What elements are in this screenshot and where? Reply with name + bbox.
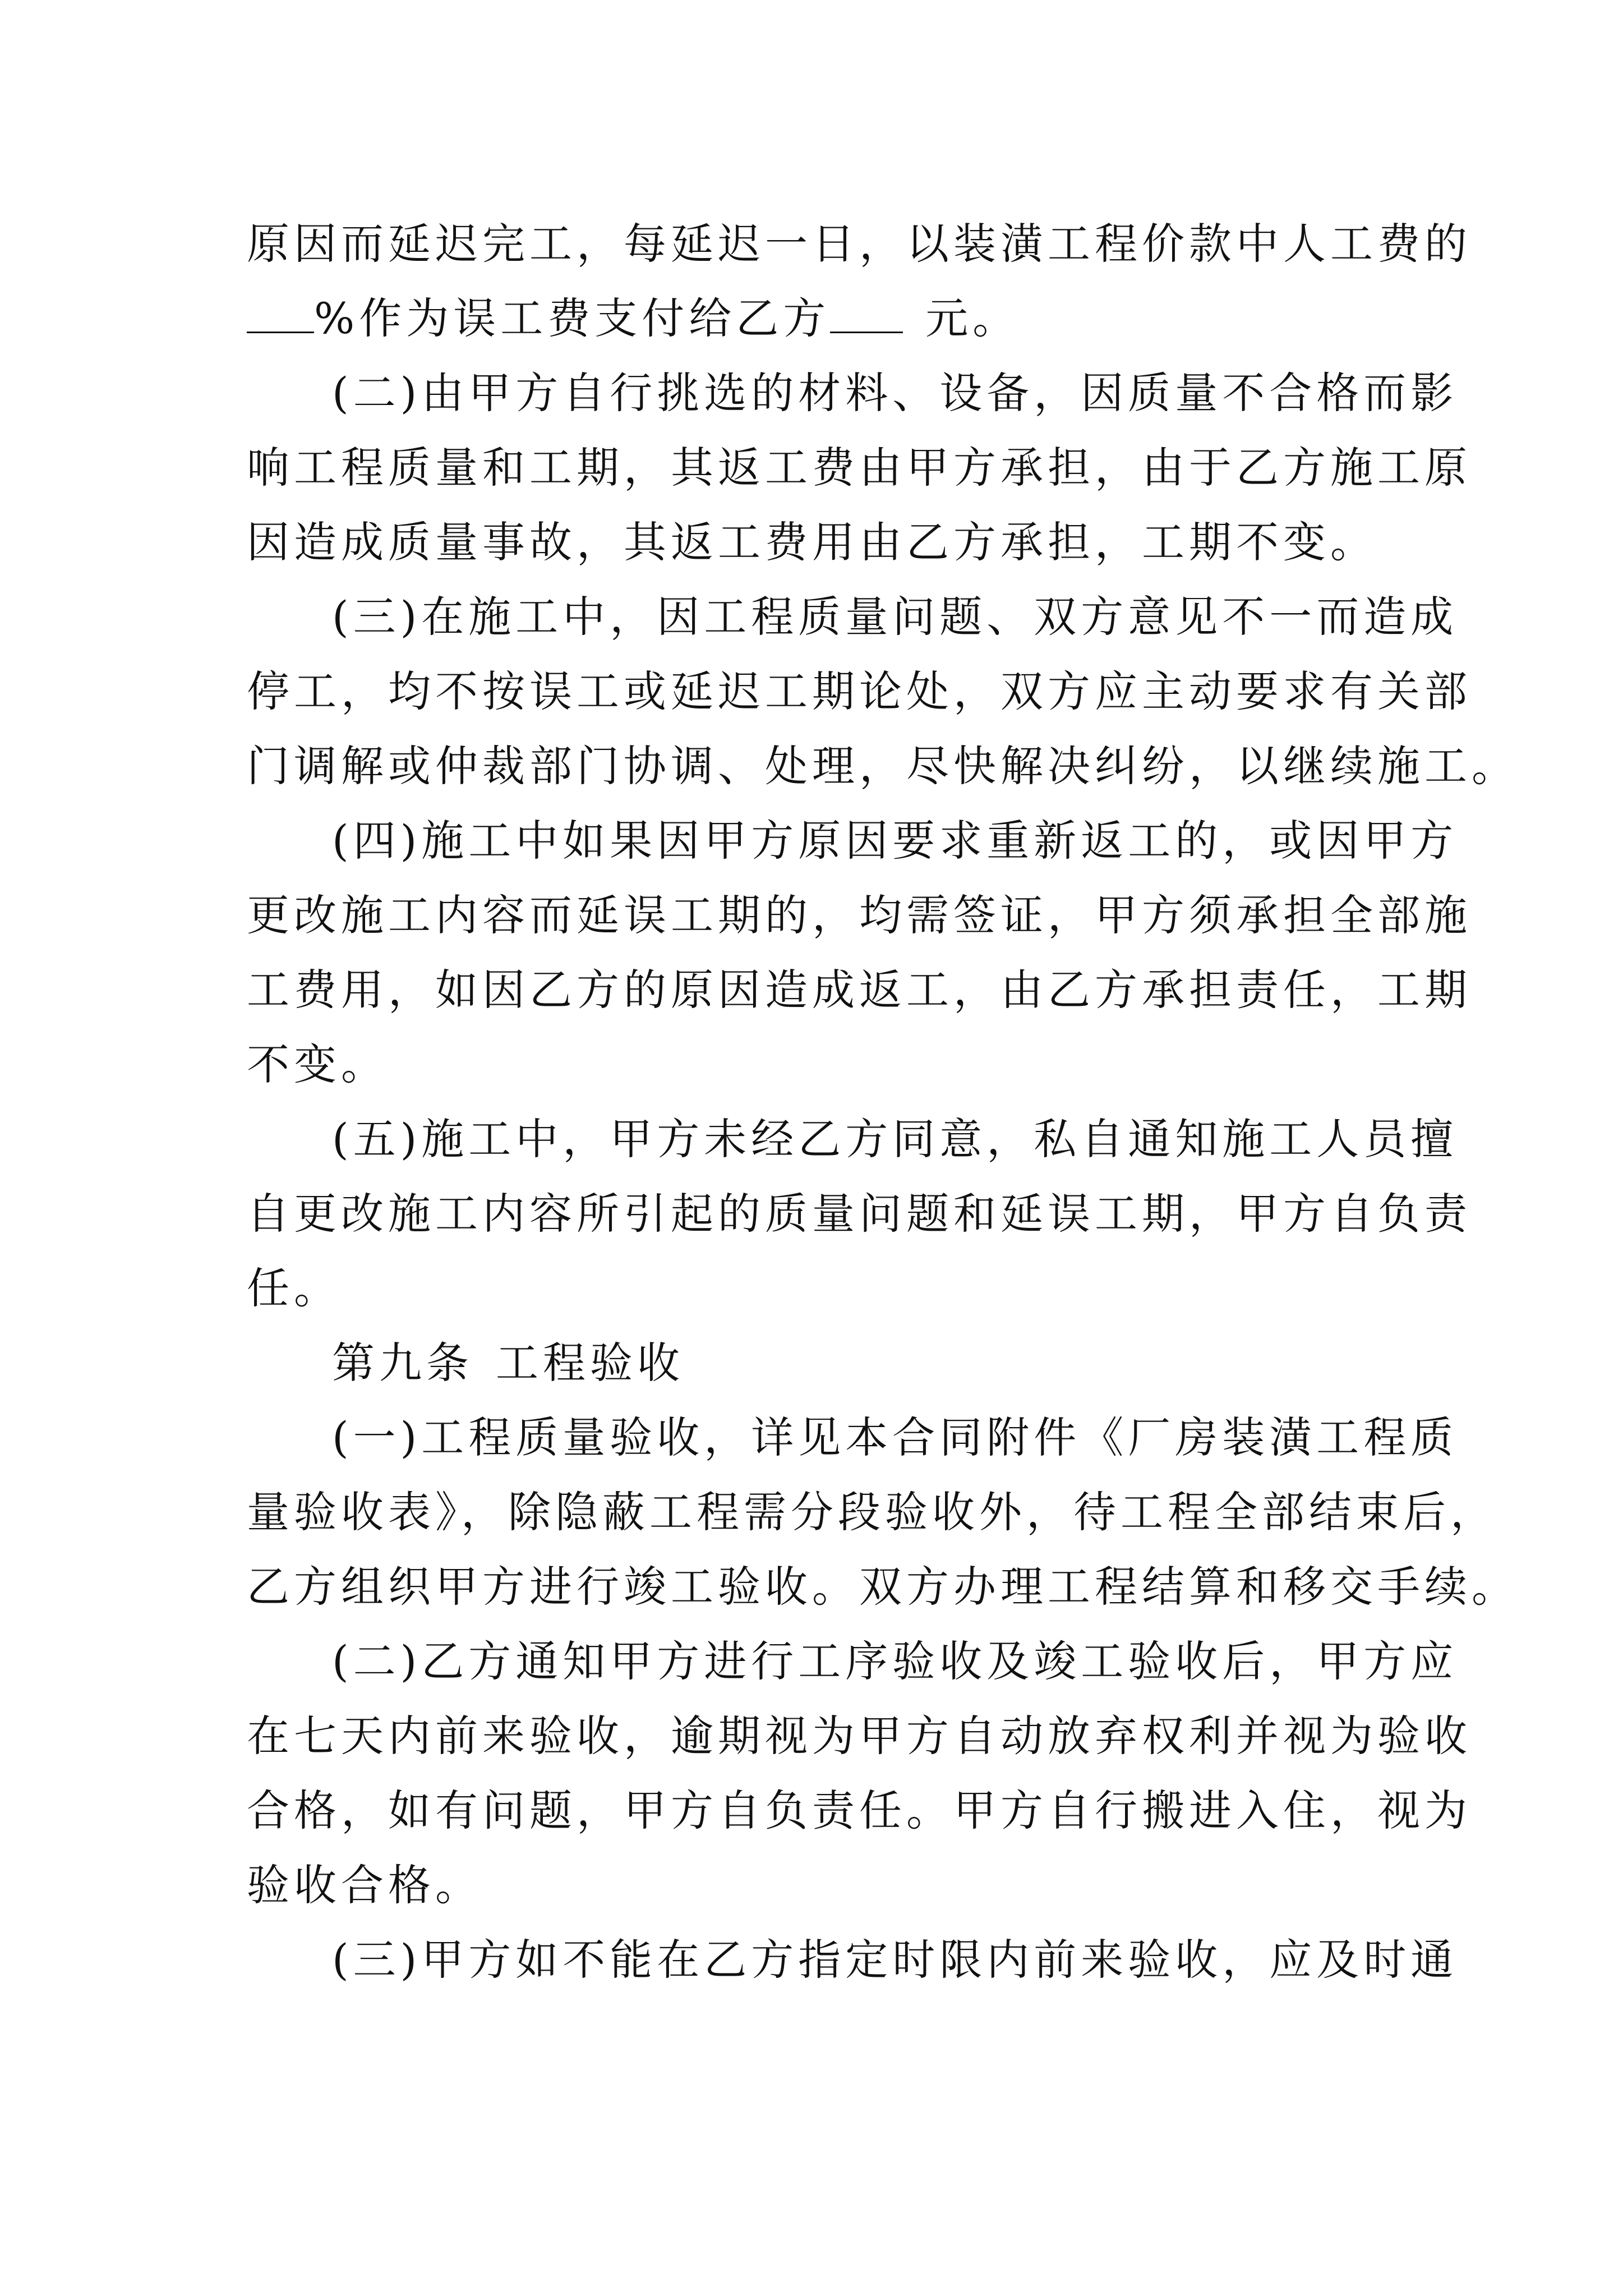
contract-body-text bbox=[247, 206, 1519, 1997]
text-line-with-blanks bbox=[247, 281, 1380, 356]
text-line: (四)施工中如果因甲方原因要求重新返工的，或因甲方 bbox=[332, 816, 1458, 866]
text-line: 响工程质量和工期，其返工费由甲方承担，由于乙方施工原 bbox=[247, 443, 1472, 493]
text-line: 工费用，如因乙方的原因造成返工，由乙方承担责任，工期 bbox=[247, 965, 1472, 1015]
text-line: 因造成质量事故，其返工费用由乙方承担，工期不变。 bbox=[247, 517, 1377, 567]
text-line: 乙方组织甲方进行竣工验收。双方办理工程结算和移交手续。 bbox=[247, 1562, 1519, 1612]
text-line: (五)施工中，甲方未经乙方同意，私自通知施工人员擅 bbox=[332, 1114, 1458, 1164]
text-segment: 元。 bbox=[925, 293, 1020, 343]
text-line: 任。 bbox=[247, 1263, 341, 1313]
text-line: (二)由甲方自行挑选的材料、设备，因质量不合格而影 bbox=[332, 368, 1458, 418]
text-segment: %作为误工费支付给乙方 bbox=[314, 293, 831, 343]
text-line: 更改施工内容而延误工期的，均需签证，甲方须承担全部施 bbox=[247, 890, 1472, 940]
text-line: (一)工程质量验收，详见本合同附件《厂房装潢工程质 bbox=[332, 1412, 1458, 1462]
text-line: 门调解或仲裁部门协调、处理，尽快解决纠纷，以继续施工。 bbox=[247, 741, 1519, 791]
article-number: 第九条 bbox=[332, 1338, 473, 1388]
text-line: (三)甲方如不能在乙方指定时限内前来验收，应及时通 bbox=[332, 1935, 1458, 1985]
text-line: 不变。 bbox=[247, 1039, 388, 1089]
text-line: 停工，均不按误工或延迟工期论处，双方应主动要求有关部 bbox=[247, 666, 1472, 716]
text-line: 量验收表》，除隐蔽工程需分段验收外，待工程全部结束后， bbox=[247, 1487, 1497, 1537]
text-line: 验收合格。 bbox=[247, 1860, 482, 1910]
text-line: 合格，如有问题，甲方自负责任。甲方自行搬进入住，视为 bbox=[247, 1786, 1472, 1835]
fill-in-blank bbox=[830, 296, 903, 333]
text-line: (二)乙方通知甲方进行工序验收及竣工验收后，甲方应 bbox=[332, 1636, 1458, 1686]
text-line: (三)在施工中，因工程质量问题、双方意见不一而造成 bbox=[332, 592, 1458, 642]
article-title: 工程验收 bbox=[496, 1338, 684, 1388]
text-line: 原因而延迟完工，每延迟一日，以装潢工程价款中人工费的 bbox=[247, 219, 1472, 269]
text-line: 在七天内前来验收，逾期视为甲方自动放弃权利并视为验收 bbox=[247, 1711, 1472, 1761]
text-line: 自更改施工内容所引起的质量问题和延误工期，甲方自负责 bbox=[247, 1189, 1472, 1239]
fill-in-blank bbox=[247, 296, 314, 333]
article-heading bbox=[247, 1326, 1380, 1400]
